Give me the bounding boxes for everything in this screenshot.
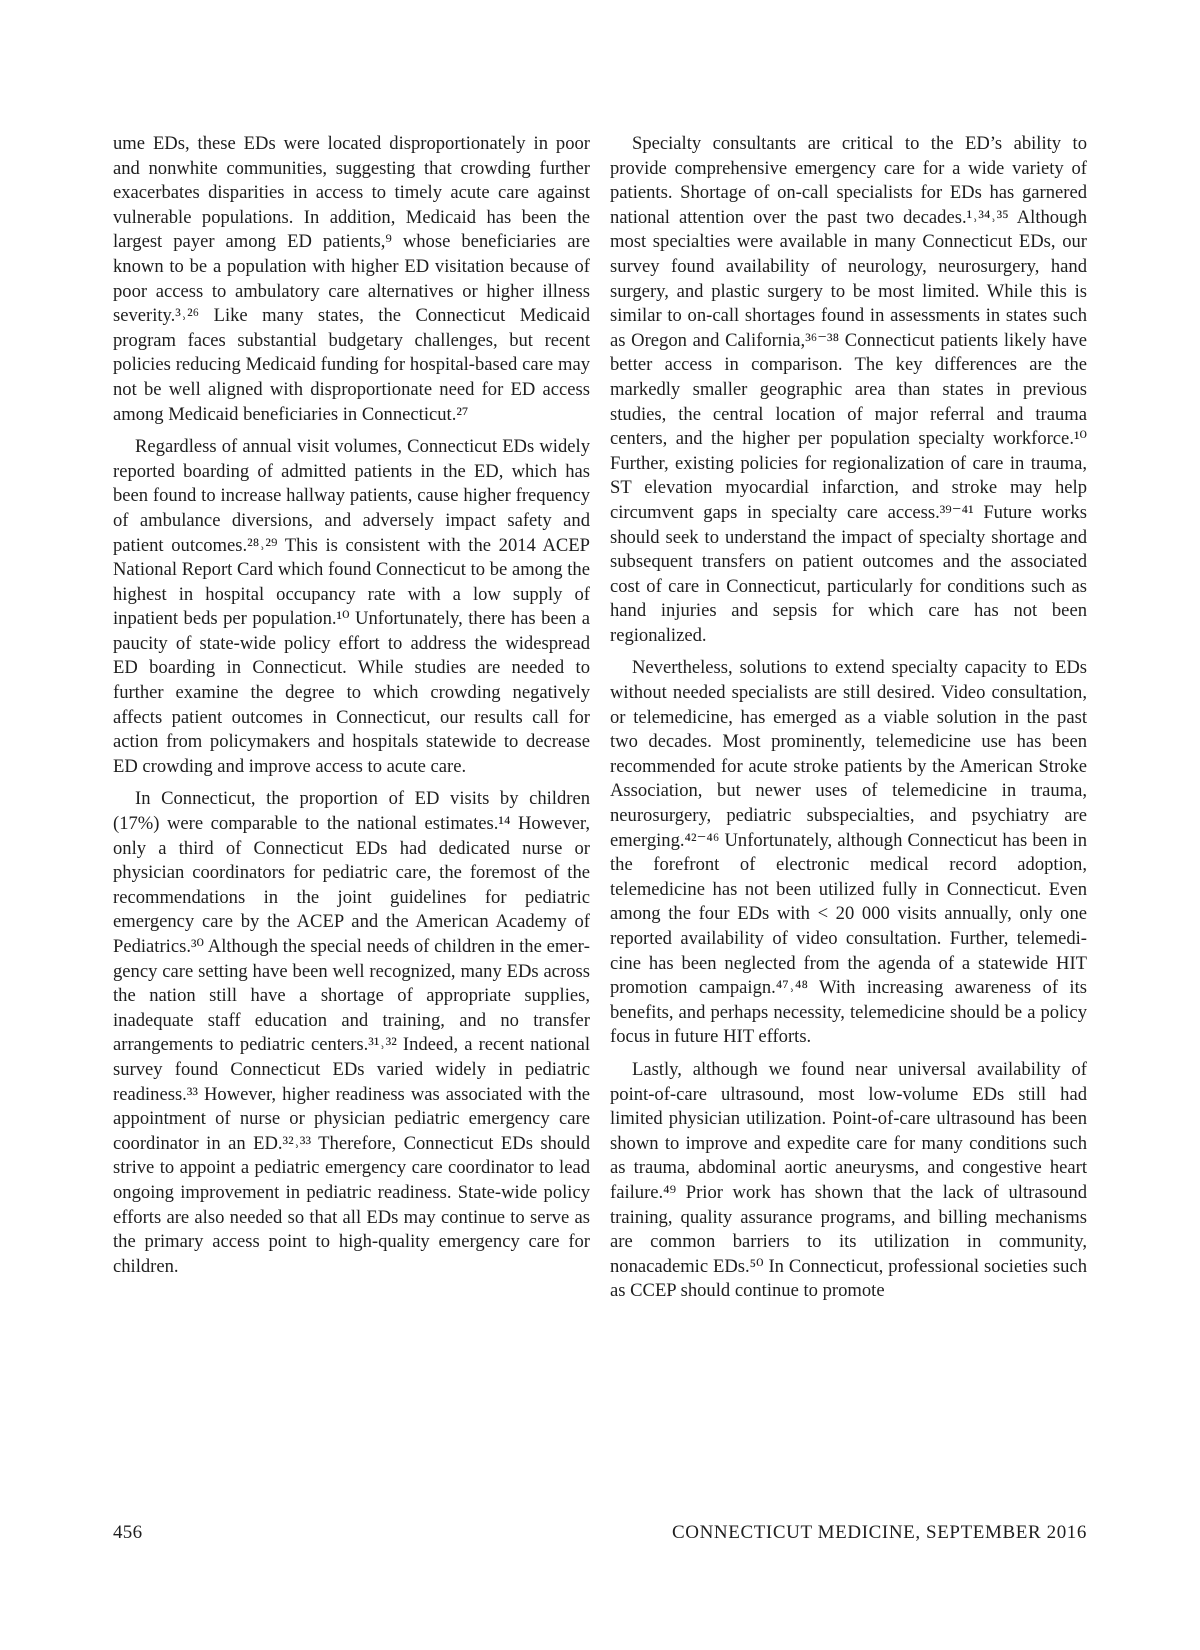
- right-paragraph-2: Nevertheless, solutions to extend specialty capacity to EDs without needed specialists are still desired. Video consultation, or telemedicine, has emerged as a viable solution in the past two decades. Most prominently, telemedicine use has been recommended for acute stroke patients by the American Stroke Association, but newer uses of telemedicine in trauma, neurosurgery, pediatric subspecialties, and psychiatry are emerging.⁴²⁻⁴⁶ Unfortunately, although Connecticut has been in the forefront of electronic medical record adoption, telemedicine has not been utilized fully in Connecticut. Even among the four EDs with < 20 000 visits annually, only one reported availability of video consultation. Further, telemedicine has been neglected from the agenda of a statewide HIT promotion campaign.⁴⁷˒⁴⁸ With increasing awareness of its benefits, and perhaps necessity, telemedicine should be a policy focus in future HIT efforts.: [610, 657, 1087, 1048]
- right-paragraph-3: Lastly, although we found near universal availability of point-of-care ultrasound, most low-volume EDs still had limited physician utilization. Point-of-care ultrasound has been shown to improve and expedite care for many conditions such as trauma, abdominal aortic aneurysms, and congestive heart failure.⁴⁹ Prior work has shown that the lack of ultrasound training, quality assurance programs, and billing mechanisms are common barriers to its utilization in community, nonacademic EDs.⁵⁰ In Connecticut, professional societies such as CCEP should continue to promote: [610, 1058, 1087, 1302]
- right-paragraph-1: Specialty consultants are critical to the ED’s ability to provide comprehensive emergency care for a wide variety of patients. Shortage of on-call specialists for EDs has garnered national attention over the past two decades.¹˒³⁴˒³⁵ Although most specialties were available in many Connecticut EDs, our survey found availability of neurology, neurosurgery, hand surgery, and plastic surgery to be most limited. While this is similar to on-call shortages found in assessments in states such as Oregon and California,³⁶⁻³⁸ Connecticut patients likely have better access in comparison. The key differences are the markedly smaller geographic area than states in previous studies, the central location of major referral and trauma centers, and the higher per population specialty workforce.¹⁰ Further, existing policies for regionalization of care in trauma, ST elevation myocardial infarction, and stroke may help circumvent gaps in specialty care access.³⁹⁻⁴¹ Future works should seek to understand the impact of specialty shortage and subsequent transfers on patient outcomes and the associated cost of care in Connecticut, particularly for conditions such as hand injuries and sepsis for which care has not been regionalized.: [610, 133, 1087, 646]
- left-paragraph-2: Regardless of annual visit volumes, Connecticut EDs widely reported boarding of admitted patients in the ED, which has been found to increase hallway patients, cause higher frequency of ambulance diversions, and adversely impact safety and patient outcomes.²⁸˒²⁹ This is consistent with the 2014 ACEP National Report Card which found Connecticut to be among the highest in hospital occupancy rate with a low supply of inpatient beds per population.¹⁰ Unfortunately, there has been a paucity of state-wide policy effort to address the widespread ED boarding in Connecticut. While studies are needed to further examine the degree to which crowding negatively affects patient outcomes in Connecticut, our results call for action from policymakers and hospitals statewide to decrease ED crowding and improve access to acute care.: [113, 436, 590, 777]
- left-paragraph-1: ume EDs, these EDs were located disproportionately in poor and nonwhite communities, suggesting that crowding further exacerbates disparities in access to timely acute care against vulnerable populations. In addition, Medicaid has been the largest payer among ED patients,⁹ whose beneficiaries are known to be a population with higher ED visitation because of poor access to ambulatory care alternatives or higher illness severity.³˒²⁶ Like many states, the Connecticut Medicaid program faces substantial budgetary challenges, but recent policies reducing Medicaid funding for hospital-based care may not be well aligned with disproportionate need for ED access among Medicaid beneficiaries in Connecticut.²⁷: [113, 133, 590, 425]
- left-column: [113, 132, 590, 1312]
- right-column: [610, 132, 1087, 1312]
- journal-running-footer: CONNECTICUT MEDICINE, SEPTEMBER 2016: [672, 1522, 1087, 1543]
- page-number: 456: [113, 1522, 143, 1543]
- article-body: [113, 132, 1087, 1312]
- page-footer: [113, 1522, 1087, 1544]
- left-paragraph-3: In Connecticut, the proportion of ED visits by children (17%) were comparable to the national estimates.¹⁴ However, only a third of Connecticut EDs had dedicated nurse or physician coordinators for pediatric care, the foremost of the recommendations in the joint guidelines for pediatric emergency care by the ACEP and the American Academy of Pediatrics.³⁰ Although the special needs of children in the emergency care setting have been well recognized, many EDs across the nation still have a shortage of appropriate supplies, inadequate staff education and training, and no transfer arrangements to pediatric centers.³¹˒³² Indeed, a recent national survey found Connecticut EDs varied widely in pediatric readiness.³³ However, higher readiness was associated with the appointment of nurse or physician pediatric emergency care coordinator in an ED.³²˒³³ Therefore, Connecticut EDs should strive to appoint a pediatric emergency care coordinator to lead ongoing improvement in pediatric readiness. State-wide policy efforts are also needed so that all EDs may continue to serve as the primary access point to high-quality emergency care for children.: [113, 788, 590, 1277]
